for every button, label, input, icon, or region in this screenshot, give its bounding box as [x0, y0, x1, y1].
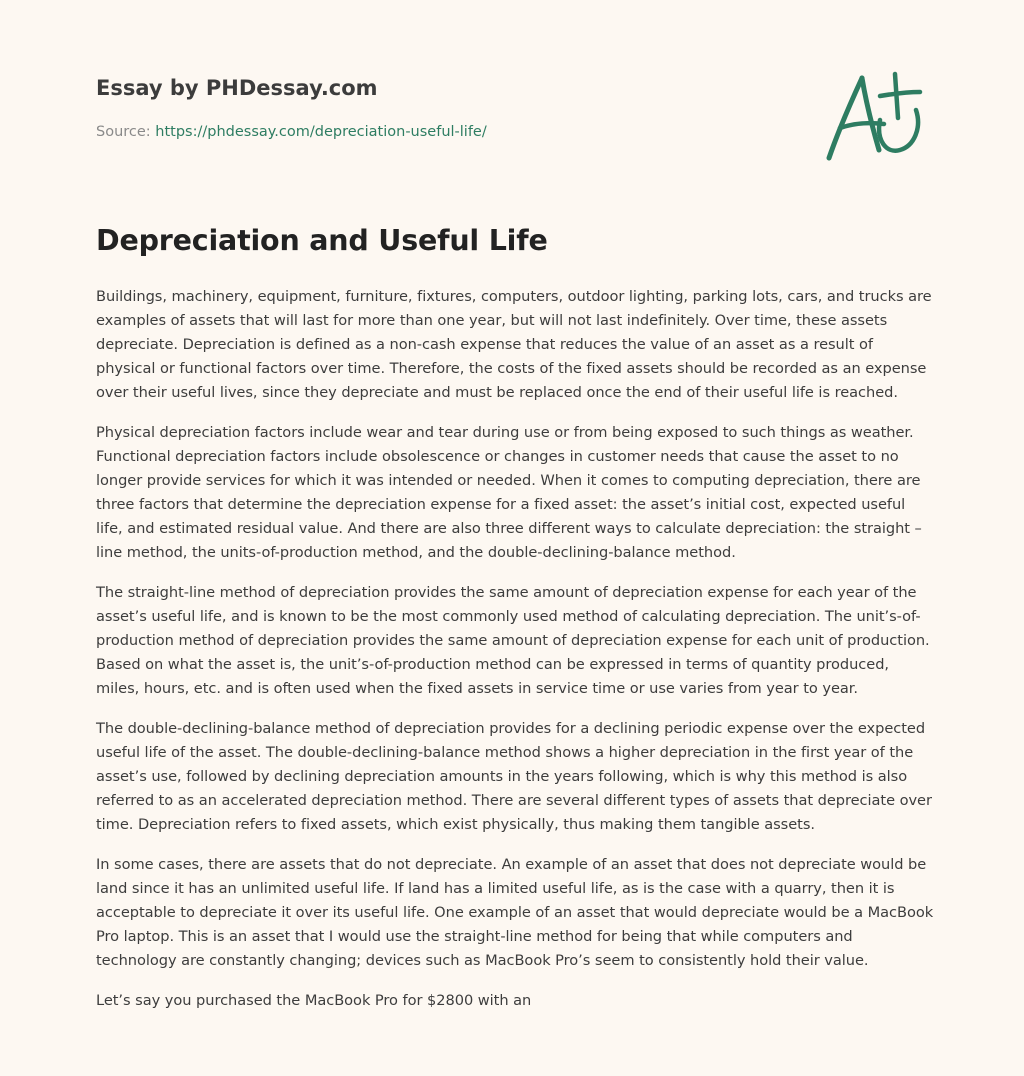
essay-body — [96, 285, 936, 1029]
essay-paragraph: Buildings, machinery, equipment, furniture, fixtures, computers, outdoor lighting, parking lots, cars, and trucks are examples of assets that will last for more than one year, but will not last indefinitely. Over time, these assets depreciate. Depreciation is defined as a non-cash expense that reduces the value of an asset as a result of physical or functional factors over time. Therefore, the costs of the fixed assets should be recorded as an expense over their useful lives, since they depreciate and must be replaced once the end of their useful life is reached. — [96, 288, 932, 401]
essay-paragraph: Physical depreciation factors include wear and tear during use or from being exposed to such things as weather. Functional depreciation factors include obsolescence or changes in customer needs that cause the asset to no longer provide services for which it was intended or needed. When it comes to computing depreciation, there are three factors that determine the depreciation expense for a fixed asset: the asset’s initial cost, expected useful life, and estimated residual value. And there are also three different ways to calculate depreciation: the straight – line method, the units-of-production method, and the double-declining-balance method. — [96, 424, 922, 561]
brand-title: Essay by PHDessay.com — [96, 76, 378, 100]
source-label: Source: — [96, 124, 156, 140]
essay-paragraph: The double-declining-balance method of depreciation provides for a declining periodic expense over the expected useful life of the asset. The double-declining-balance method shows a higher depreciation in the first year of the asset’s use, followed by declining depreciation amounts in the years following, which is why this method is also referred to as an accelerated depreciation method. There are several different types of assets that depreciate over time. Depreciation refers to fixed assets, which exist physically, thus making them tangible assets. — [96, 720, 932, 833]
essay-paragraph: The straight-line method of depreciation provides the same amount of depreciation expense for each year of the asset’s useful life, and is known to be the most commonly used method of calculating depreciation. The unit’s-of-production method of depreciation provides the same amount of depreciation expense for each unit of production. Based on what the asset is, the unit’s-of-production method can be expressed in terms of quantity produced, miles, hours, etc. and is often used when the fixed assets in service time or use varies from year to year. — [96, 584, 930, 697]
essay-title: Depreciation and Useful Life — [96, 224, 548, 257]
essay-paragraph: Let’s say you purchased the MacBook Pro for $2800 with an — [96, 992, 532, 1009]
essay-paragraph: In some cases, there are assets that do not depreciate. An example of an asset that does not depreciate would be land since it has an unlimited useful life. If land has a limited useful life, as is the case with a quarry, then it is acceptable to depreciate it over its useful life. One example of an asset that would depreciate would be a MacBook Pro laptop. This is an asset that I would use the straight-line method for being that while computers and technology are constantly changing; devices such as MacBook Pro’s seem to consistently hold their value. — [96, 856, 934, 969]
source-link[interactable]: https://phdessay.com/depreciation-useful-life/ — [155, 124, 487, 140]
source-line — [96, 124, 487, 140]
a-plus-logo-icon — [822, 68, 926, 164]
